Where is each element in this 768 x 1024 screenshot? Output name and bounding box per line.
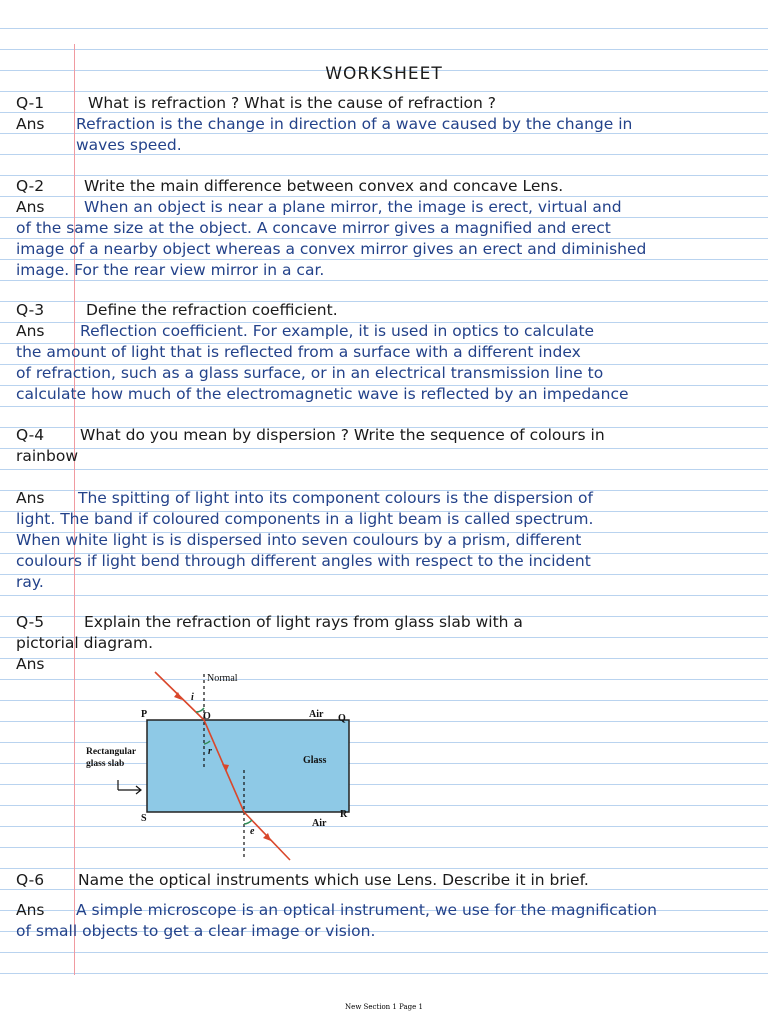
label-slab-2: glass slab	[86, 759, 125, 769]
page-footer: New Section 1 Page 1	[345, 1003, 423, 1011]
q5-ans-label: Ans	[16, 655, 45, 673]
q4-answer-line: coulours if light bend through different angles with respect to the incident	[16, 552, 591, 570]
glass-slab	[147, 720, 349, 812]
q4-answer-line: ray.	[16, 573, 44, 591]
label-angle-r: r	[208, 746, 212, 757]
label-glass: Glass	[303, 755, 327, 766]
label-s: S	[141, 813, 147, 824]
label-air-top: Air	[309, 709, 324, 720]
q4-ans-label: Ans	[16, 489, 45, 507]
q3-answer-line: the amount of light that is reflected from a surface with a different index	[16, 343, 581, 361]
q6-answer-line: of small objects to get a clear image or vision.	[16, 922, 376, 940]
q4-answer-line: light. The band if coloured components in a light beam is called spectrum.	[16, 510, 594, 528]
q3-label: Q-3	[16, 301, 45, 319]
q6-answer-line: A simple microscope is an optical instrument, we use for the magnification	[76, 901, 657, 919]
q4-text: rainbow	[16, 447, 78, 465]
q4-answer-line: When white light is is dispersed into seven coulours by a prism, different	[16, 531, 582, 549]
q3-answer-line: Reflection coefficient. For example, it is used in optics to calculate	[80, 322, 595, 340]
label-air-bottom: Air	[312, 818, 327, 829]
q2-answer-line: of the same size at the object. A concave mirror gives a magnified and erect	[16, 219, 611, 237]
q4-text: What do you mean by dispersion ? Write the sequence of colours in	[80, 426, 605, 444]
glass-slab-refraction-diagram	[80, 660, 380, 865]
arrow-icon	[118, 780, 141, 794]
q3-answer-line: calculate how much of the electromagnetic wave is reflected by an impedance	[16, 385, 629, 403]
q4-answer-line: The spitting of light into its component colours is the dispersion of	[78, 489, 593, 507]
q1-label: Q-1	[16, 94, 45, 112]
q3-ans-label: Ans	[16, 322, 45, 340]
label-slab-1: Rectangular	[86, 747, 137, 757]
q1-ans-label: Ans	[16, 115, 45, 133]
label-p: P	[141, 709, 148, 720]
label-o: O	[203, 711, 211, 722]
label-normal: Normal	[207, 673, 238, 684]
q4-label: Q-4	[16, 426, 45, 444]
q2-label: Q-2	[16, 177, 45, 195]
q1-answer-line: Refraction is the change in direction of a wave caused by the change in	[76, 115, 633, 133]
q2-answer-line: When an object is near a plane mirror, the image is erect, virtual and	[84, 198, 622, 216]
q3-text: Define the refraction coefficient.	[86, 301, 338, 319]
q5-label: Q-5	[16, 613, 45, 631]
label-r: R	[340, 809, 348, 820]
q2-answer-line: image of a nearby object whereas a convex mirror gives an erect and diminished	[16, 240, 647, 258]
worksheet-title: WORKSHEET	[325, 64, 443, 84]
q5-text: Explain the refraction of light rays from glass slab with a	[84, 613, 523, 631]
q2-answer-line: image. For the rear view mirror in a car.	[16, 261, 325, 279]
label-angle-i: i	[191, 692, 194, 703]
q5-text: pictorial diagram.	[16, 634, 154, 652]
q1-text: What is refraction ? What is the cause of refraction ?	[88, 94, 496, 112]
q3-answer-line: of refraction, such as a glass surface, or in an electrical transmission line to	[16, 364, 604, 382]
label-angle-e: e	[250, 826, 255, 837]
label-q: Q	[338, 713, 346, 724]
q2-ans-label: Ans	[16, 198, 45, 216]
q6-text: Name the optical instruments which use Lens. Describe it in brief.	[78, 871, 589, 889]
q2-text: Write the main difference between convex and concave Lens.	[84, 177, 564, 195]
q6-label: Q-6	[16, 871, 45, 889]
q6-ans-label: Ans	[16, 901, 45, 919]
q1-answer-line: waves speed.	[76, 136, 182, 154]
